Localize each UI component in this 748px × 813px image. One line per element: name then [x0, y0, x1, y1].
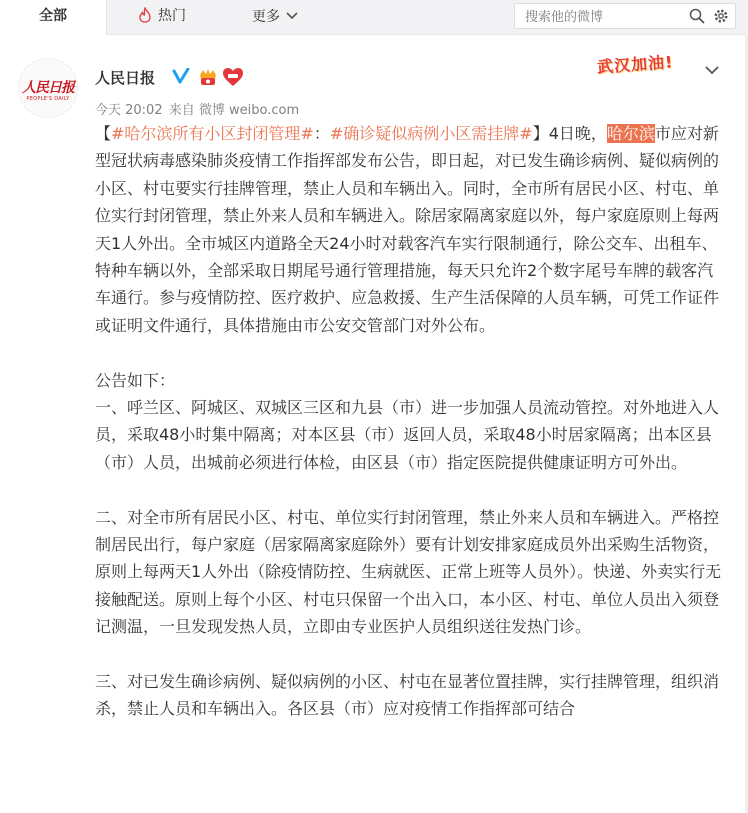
tab-more[interactable]: [252, 0, 298, 34]
topic-link-harbin-closure[interactable]: #哈尔滨所有小区封闭管理#: [111, 124, 314, 143]
avatar-logo-text: 人民日报: [22, 80, 74, 96]
paragraph: 公告如下：: [95, 370, 176, 390]
avatar-logo-subtext: PEOPLE'S DAILY: [26, 96, 70, 102]
author-name[interactable]: 人民日报: [95, 69, 156, 87]
search-icon[interactable]: [689, 8, 705, 28]
avatar[interactable]: [18, 58, 78, 118]
verified-icon[interactable]: [172, 68, 190, 88]
paragraph: [95, 120, 725, 339]
topic-link-confirmed-cases[interactable]: #确诊疑似病例小区需挂牌#: [329, 124, 533, 143]
tab-hot[interactable]: [138, 0, 186, 34]
tab-more-label: 更多: [252, 9, 280, 25]
post-content: [95, 120, 725, 723]
post-meta: [95, 99, 301, 118]
post-options-chevron-icon[interactable]: [704, 60, 720, 79]
cheer-badge-icon[interactable]: [222, 67, 244, 91]
lead-text: 】4日晚，: [532, 124, 607, 143]
member-badge-icon[interactable]: [198, 67, 218, 91]
top-tab-bar: [0, 0, 748, 35]
search-input[interactable]: [523, 7, 687, 27]
search-highlight: 哈尔滨: [606, 124, 655, 143]
tab-all[interactable]: 全部: [0, 0, 107, 36]
post-time[interactable]: 今天 20:02: [95, 103, 163, 118]
gear-icon[interactable]: [713, 8, 729, 28]
tab-hot-label: 热门: [158, 8, 186, 24]
paragraph: 三、对已发生确诊病例、疑似病例的小区、村屯在显著位置挂牌，实行挂牌管理，组织消杀，禁止人员和车辆出入。各区县（市）应对疫情工作指挥部可结合: [95, 672, 720, 719]
chevron-down-icon: [286, 0, 298, 32]
topic-separator: ：: [313, 124, 330, 143]
paragraph: 一、呼兰区、阿城区、双城区三区和九县（市）进一步加强人员流动管控。对外地进入人员，采取48小时集中隔离；对本区县（市）返回人员，采取48小时居家隔离；出本区县（市）人员，出城前必须进行体检，由区县（市）指定医院提供健康证明方可外出。: [95, 398, 720, 472]
post-source: 来自 微博 weibo.com: [168, 103, 300, 118]
paragraph: 二、对全市所有居民小区、村屯、单位实行封闭管理，禁止外来人员和车辆进入。严格控制居民出行，每户家庭（居家隔离家庭除外）要有计划安排家庭成员外出采购生活物资，原则上每两天1人外出（除疫情防控、生病就医、正常上班等人员外）。快递、外卖实行无接触配送。原则上每个小区、村屯只保留一个出入口，本小区、村屯、单位人员出入须登记测温，一旦发现发热人员，立即由专业医护人员组织送往发热门诊。: [95, 507, 722, 637]
paragraph-text: 市应对新型冠状病毒感染肺炎疫情工作指挥部发布公告，即日起，对已发生确诊病例、疑似病例的小区、村屯要实行挂牌管理，禁止人员和车辆出入。同时，全市所有居民小区、村屯、单位实行封闭管理，禁止外来人员和车辆进入。除居家隔离家庭以外，每户家庭原则上每两天1人外出。全市城区内道路全天24小时对载客汽车实行限制通行，除公交车、出租车、特种车辆以外，全部采取日期尾号通行管理措施，每天只允许2个数字尾号车牌的载客汽车通行。参与疫情防控、医疗救护、应急救援、生产生活保障的人员车辆，可凭工作证件或证明文件通行，具体措施由市公安交管部门对外公布。: [95, 124, 720, 335]
bracket-open: 【: [95, 124, 112, 143]
campaign-badge: 武汉加油!: [596, 52, 674, 77]
fire-icon: [138, 3, 152, 35]
search-box: [514, 3, 736, 29]
